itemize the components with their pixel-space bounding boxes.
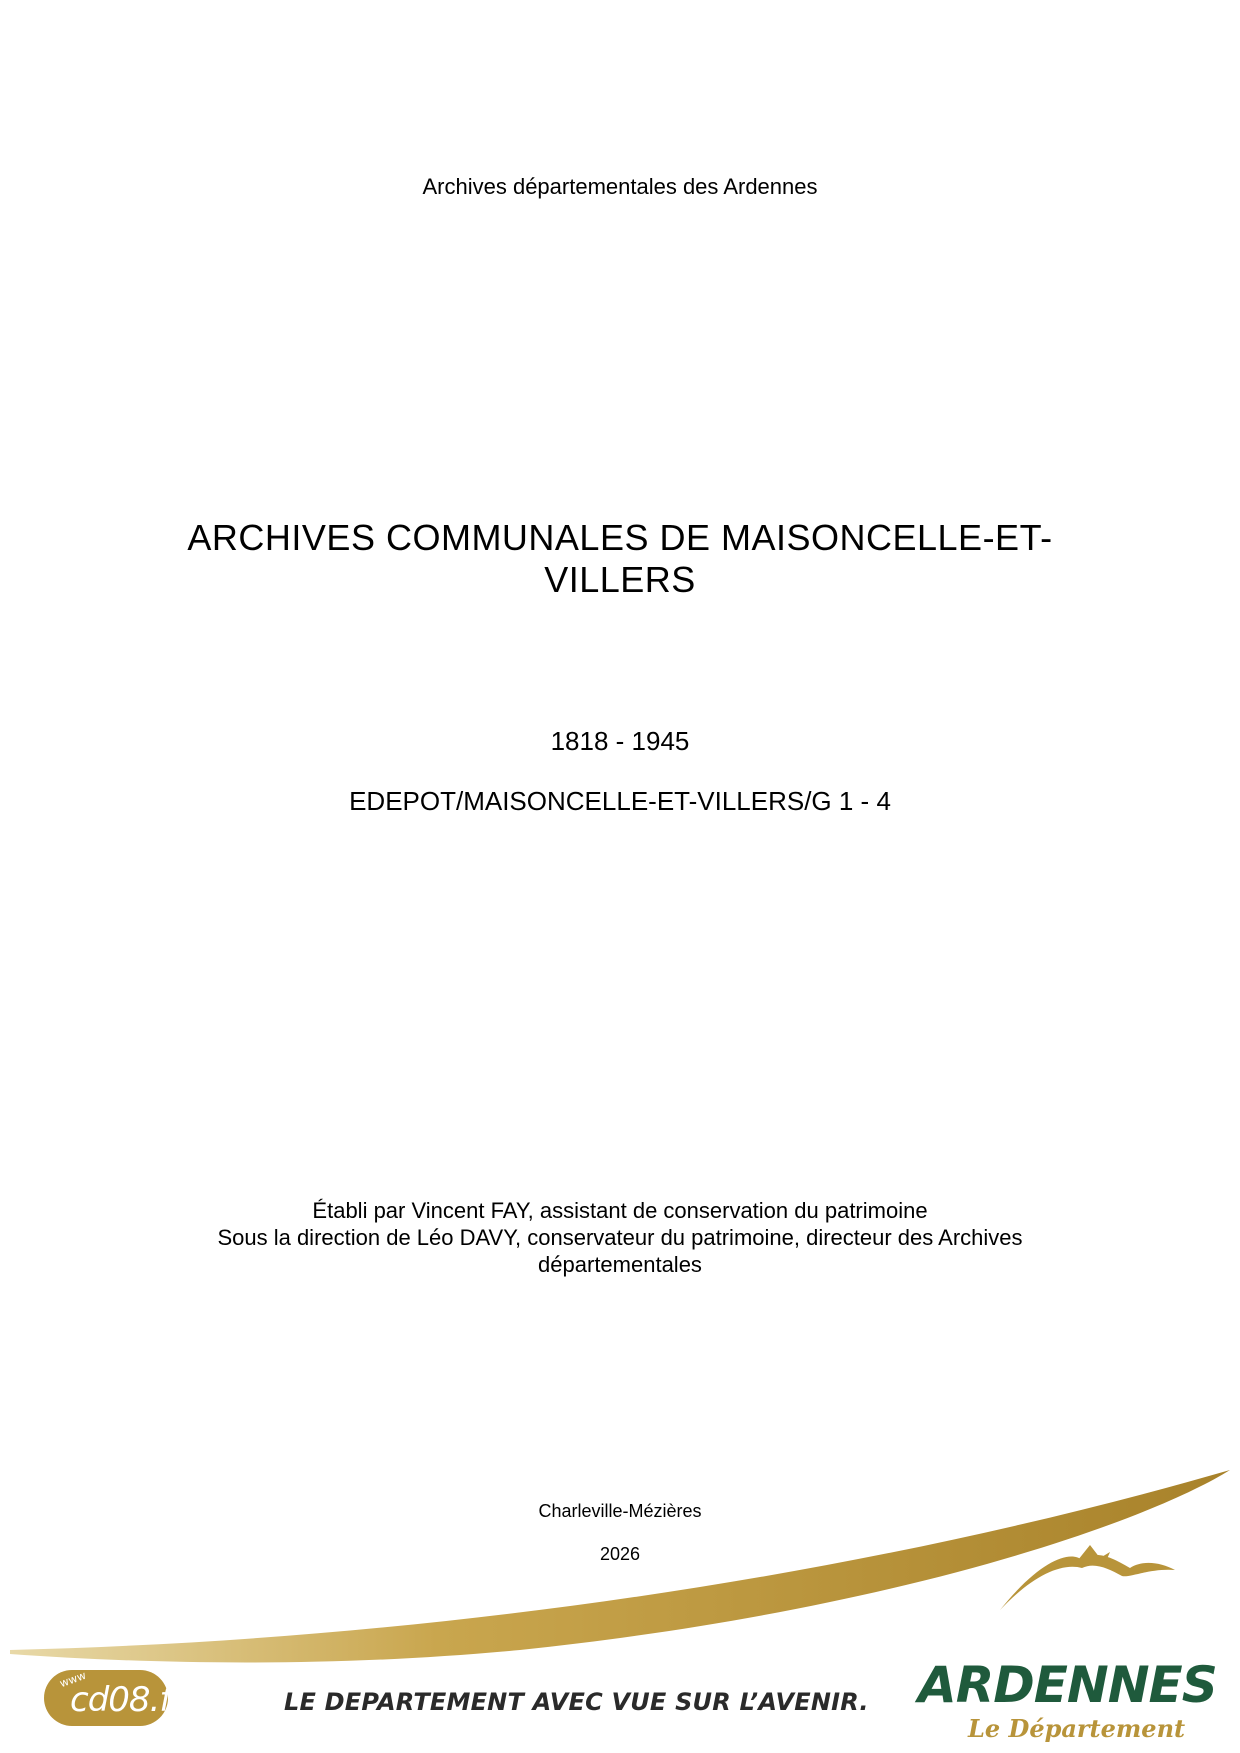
ardennes-logo-subtitle: Le Département: [968, 1714, 1186, 1743]
credits-line-2: Sous la direction de Léo DAVY, conservateur du patrimoine, directeur des Archives: [217, 1225, 1023, 1250]
date-range: 1818 - 1945: [550, 726, 690, 756]
footer-slogan: LE DEPARTEMENT AVEC VUE SUR L’AVENIR.: [284, 1688, 869, 1716]
ardennes-logo-name: ARDENNES: [918, 1656, 1217, 1714]
credits-line-3: départementales: [538, 1252, 702, 1277]
archive-reference: EDEPOT/MAISONCELLE-ET-VILLERS/G 1 - 4: [349, 786, 891, 816]
document-title-line-1: ARCHIVES COMMUNALES DE MAISONCELLE-ET-: [187, 517, 1053, 558]
document-title: [0, 517, 1240, 601]
document-title-line-2: VILLERS: [544, 559, 696, 600]
credits-line-1: Établi par Vincent FAY, assistant de conservation du patrimoine: [312, 1198, 928, 1223]
cd08-logo-text: cd08.fr: [70, 1680, 184, 1720]
publication-year: 2026: [599, 1544, 641, 1564]
cd08-www-label: www: [58, 1668, 88, 1691]
credits-block: [0, 1197, 1240, 1278]
institution-header: Archives départementales des Ardennes: [422, 174, 818, 199]
publication-place: Charleville-Mézières: [538, 1501, 702, 1521]
mountain-emblem: [1000, 1555, 1175, 1610]
